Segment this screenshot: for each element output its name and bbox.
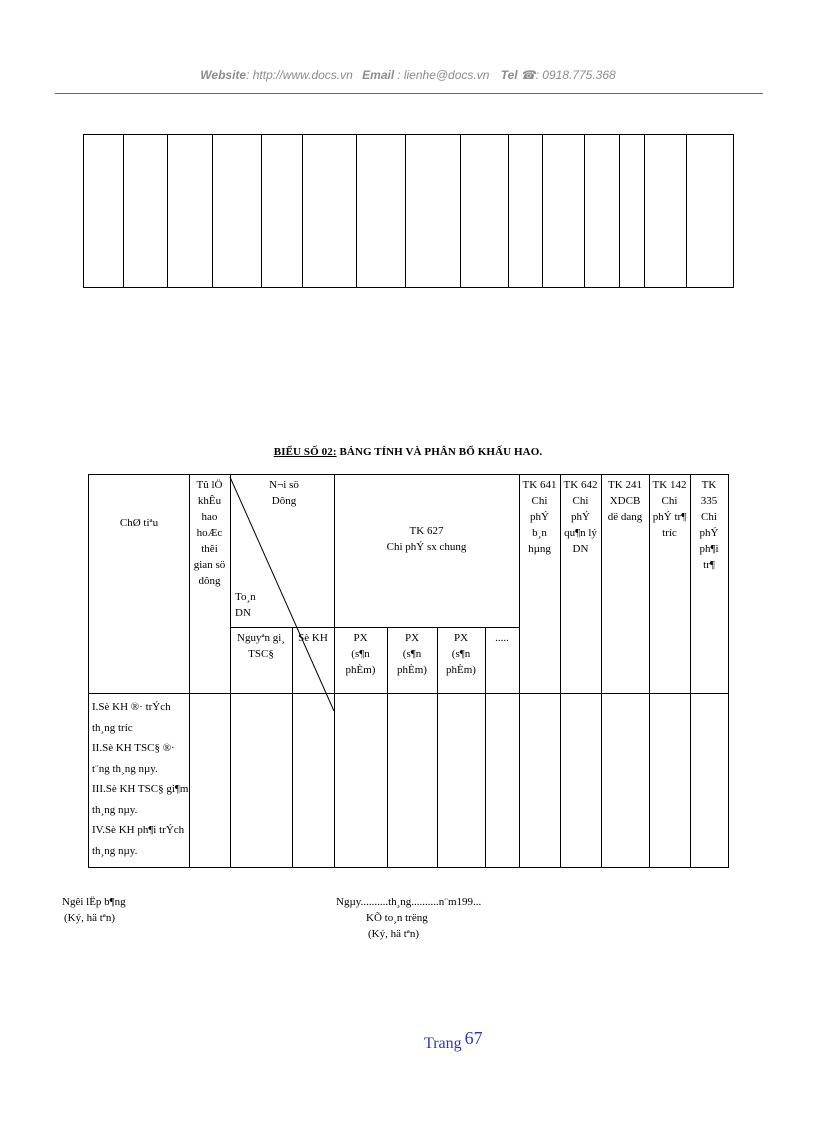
preparer-sub: (Ký, hä tªn): [64, 912, 115, 924]
header-noi-su-dung: N¬i sö Dông: [269, 479, 299, 507]
row-label: I.Sè KH ®· trÝch: [92, 701, 171, 713]
header-divider: [55, 93, 763, 94]
header-toan-dn: To¸n DN: [235, 591, 256, 619]
website-label: Website: [200, 68, 247, 82]
preparer-title: Ngêi lËp b¶ng: [62, 896, 126, 908]
header-tk142: TK 142 Chi phÝ tr¶ tríc: [652, 479, 687, 539]
row-label: IV.Sè KH ph¶i trÝch: [92, 824, 185, 836]
row-label: t¨ng th¸ng nµy.: [92, 762, 158, 775]
page-number: [424, 1028, 483, 1053]
header-chi-tieu: ChØ tiªu: [119, 517, 159, 529]
header-dots: .....: [495, 632, 509, 644]
top-empty-table: [83, 134, 734, 288]
accountant-sub: (Ký, hä tªn): [368, 928, 419, 940]
row-label: th¸ng nµy.: [92, 844, 138, 857]
row-labels: [92, 697, 190, 861]
page-label: Trang: [424, 1035, 462, 1052]
header-px-1: PX (s¶n phÈm): [345, 632, 376, 676]
row-label: th¸ng tríc: [92, 721, 133, 734]
header-px-2: PX (s¶n phÈm): [397, 632, 427, 676]
accountant-signature: [336, 894, 496, 942]
table-title: [0, 446, 816, 458]
preparer-signature: [62, 894, 126, 926]
header-so-kh: Sè KH: [298, 632, 328, 644]
depreciation-table: [88, 474, 729, 868]
header-tk241: TK 241 XDCB dë dang: [607, 479, 643, 523]
title-prefix: BIỂU SỐ 02:: [273, 446, 337, 458]
header-nguyen-gia: Nguyªn gi¸ TSC§: [237, 632, 285, 660]
header-tk627: TK 627 Chi phÝ sx chung: [386, 525, 467, 553]
row-label: th¸ng nµy.: [92, 803, 138, 816]
header-tk642: TK 642 Chi phÝ qu¶n lý DN: [563, 479, 598, 555]
page-number-value: 67: [464, 1028, 483, 1048]
tel-value: ☎: 0918.775.368: [520, 68, 616, 82]
header-tk335: TK 335 Chi phÝ ph¶i tr¶: [699, 479, 719, 571]
row-label: III.Sè KH TSC§ gi¶m: [92, 783, 189, 795]
tel-label: Tel: [500, 68, 518, 82]
accountant-title: KÕ to¸n trëng: [366, 912, 428, 924]
row-label: II.Sè KH TSC§ ®·: [92, 742, 175, 754]
header-px-3: PX (s¶n phÈm): [446, 632, 476, 676]
header-ti-le: Tû lÖ khÊu hao hoÆc thêi gian sö dông: [193, 479, 226, 587]
title-text: BẢNG TÍNH VÀ PHÂN BỔ KHẤU HAO.: [336, 446, 543, 458]
website-value[interactable]: : http://www.docs.vn: [246, 68, 353, 82]
page-header: [0, 68, 816, 82]
signature-date: Ngµy..........th¸ng..........n¨m199...: [336, 896, 482, 908]
header-tk641: TK 641 Chi phÝ b¸n hµng: [522, 479, 557, 555]
email-value[interactable]: : lienhe@docs.vn: [397, 68, 490, 82]
email-label: Email: [362, 68, 395, 82]
